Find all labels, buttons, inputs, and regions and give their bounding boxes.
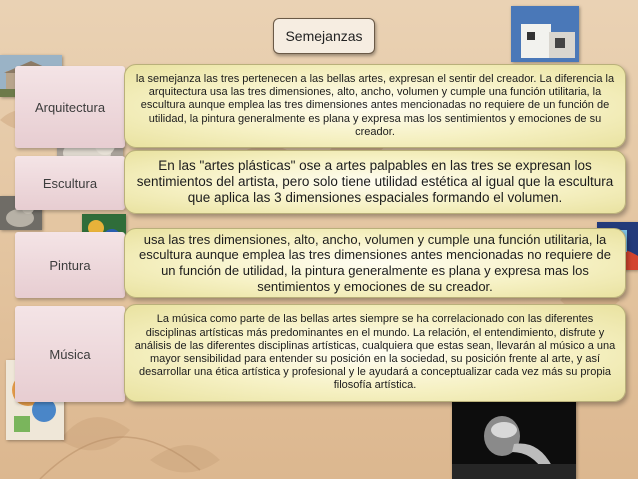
slide-title: Semejanzas bbox=[273, 18, 375, 54]
modern-house-photo bbox=[511, 6, 579, 62]
saxophone-player-photo bbox=[452, 400, 576, 479]
content-pintura: usa las tres dimensiones, alto, ancho, volumen y cumple una función utilitaria, la escultura aunque emplea las tres dimensiones antes mencionadas no requiere de un función de utilidad, la pintura generalmente es plana y expresa mas los sentimientos y emociones de su creador. bbox=[124, 228, 626, 298]
content-escultura: En las "artes plásticas" ose a artes palpables en las tres se expresan los sentimientos del artista, pero solo tiene utilidad estética al igual que la escultura que aplica las 3 dimensiones espaciales formando el volumen. bbox=[124, 150, 626, 214]
content-musica: La música como parte de las bellas artes siempre se ha correlacionado con las diferentes disciplinas artísticas más predominantes en el mundo. La relación, el entendimiento, disfrute y análisis de las diferentes disciplinas artísticas, cualquiera que estas sean, llevarán al músico a una mayor sensibilidad para entender su posición en la sociedad, su posición frente al arte, y así desarrollar una ética artística y profesional y le ayudará a conceptualizar cada vez más su propia filosofía artística. bbox=[124, 304, 626, 402]
label-pintura: Pintura bbox=[15, 232, 125, 298]
content-arquitectura: la semejanza las tres pertenecen a las bellas artes, expresan el sentir del creador. La diferencia la arquitectura usa las tres dimensiones, alto, ancho, volumen y cumple una función utilitaria, la escultura aunque emplea las tres dimensiones antes mencionadas no requiere de un función de utilidad, la pintura generalmente es plana y expresa mas los sentimientos y emociones de su creador. bbox=[124, 64, 626, 148]
label-musica: Música bbox=[15, 306, 125, 402]
label-arquitectura: Arquitectura bbox=[15, 66, 125, 148]
label-escultura: Escultura bbox=[15, 156, 125, 210]
